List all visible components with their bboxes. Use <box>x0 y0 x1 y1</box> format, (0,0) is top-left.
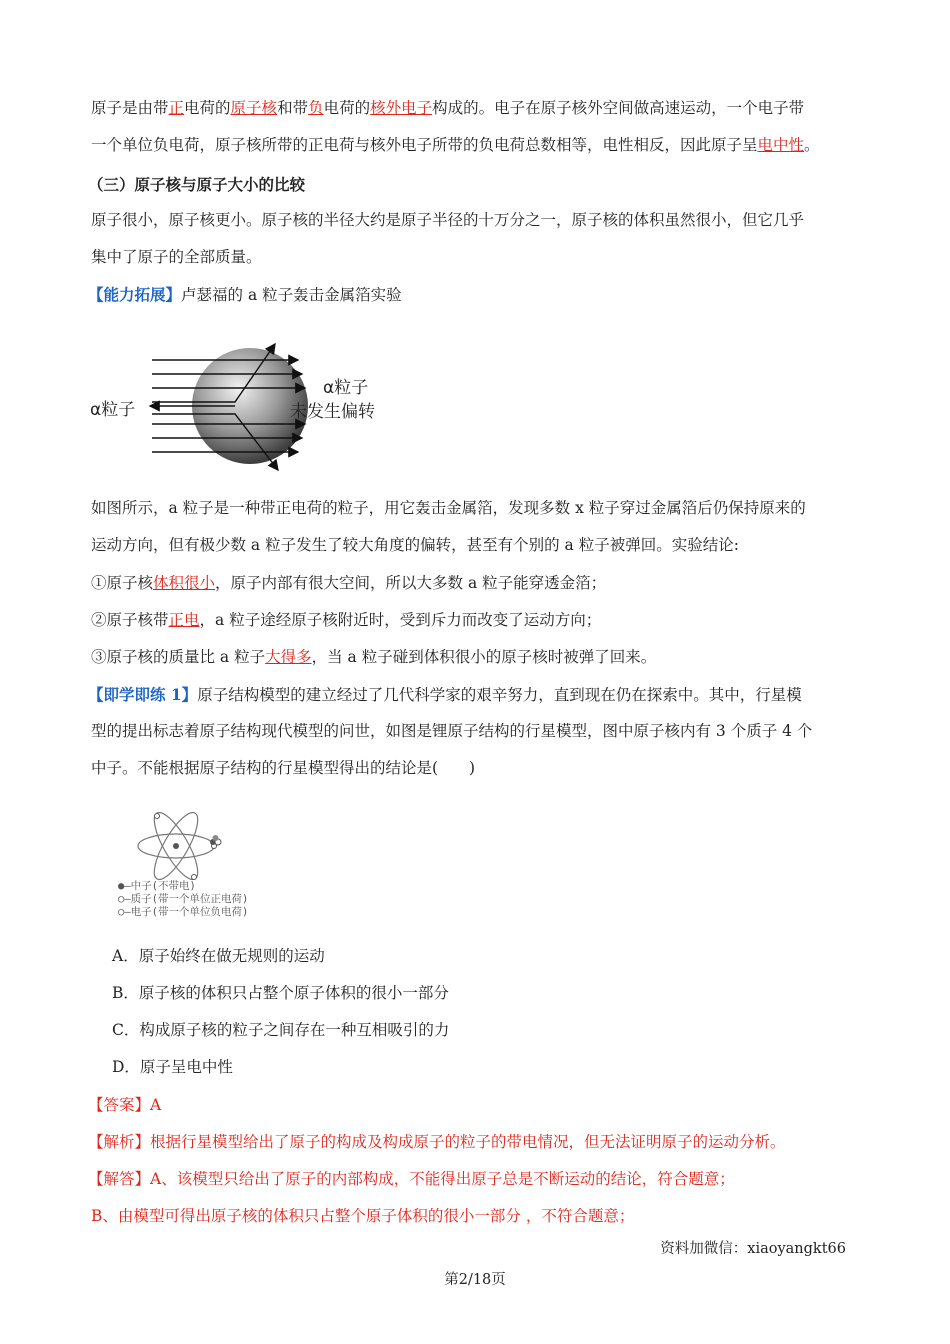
para1-line2: 一个单位负电荷，原子核所带的正电荷与核外电子所带的负电荷总数相等，电性相反，因此原子呈电中性。 <box>91 136 820 154</box>
option-a: A．原子始终在做无规则的运动 <box>112 947 325 965</box>
alpha-particle-label-left: α粒子 <box>90 400 136 420</box>
legend-proton: ○—质子(带一个单位正电荷) <box>118 893 249 905</box>
para3-line1: 如图所示，a 粒子是一种带正电荷的粒子，用它轰击金属箔，发现多数 x 粒子穿过金属箔后仍保持原来的 <box>91 499 806 517</box>
analysis-line: 【解析】根据行星模型给出了原子的构成及构成原子的粒子的带电情况，但无法证明原子的运动分析。 <box>88 1133 786 1151</box>
lithium-atom-model <box>130 812 240 882</box>
footer-wechat: 资料加微信：xiaoyangkt66 <box>660 1241 846 1257</box>
conclusion-1: ①原子核体积很小，原子内部有很大空间，所以大多数 a 粒子能穿透金箔； <box>91 574 607 592</box>
solution-line1: 【解答】A、该模型只给出了原子的内部构成，不能得出原子总是不断运动的结论，符合题意； <box>88 1170 735 1188</box>
not-deflected-label: 未发生偏转 <box>290 402 375 422</box>
exercise-line1: 【即学即练 1】原子结构模型的建立经过了几代科学家的艰辛努力，直到现在仍在探索中。其中，行星模 <box>88 685 802 704</box>
option-d: D．原子呈电中性 <box>112 1058 233 1076</box>
solution-line2: B、由模型可得出原子核的体积只占整个原子体积的很小一部分 ，不符合题意； <box>91 1207 635 1225</box>
legend-electron: ○—电子(带一个单位负电荷) <box>118 906 249 918</box>
section-title: （三）原子核与原子大小的比较 <box>88 175 306 194</box>
para2-line2: 集中了原子的全部质量。 <box>91 248 262 266</box>
option-c: C．构成原子核的粒子之间存在一种互相吸引的力 <box>112 1021 450 1039</box>
alpha-particle-label-right: α粒子 <box>323 378 369 398</box>
answer-line: 【答案】A <box>88 1096 162 1114</box>
nucleus-detail-icon <box>210 835 221 845</box>
legend-neutron: ●—中子(不带电) <box>118 880 196 892</box>
ability-heading: 【能力拓展】卢瑟福的 a 粒子轰击金属箔实验 <box>88 285 402 304</box>
para2-line1: 原子很小，原子核更小。原子核的半径大约是原子半径的十万分之一，原子核的体积虽然很小，但它几乎 <box>91 211 805 229</box>
para3-line2: 运动方向，但有极少数 a 粒子发生了较大角度的偏转，甚至有个别的 a 粒子被弹回。实验结论: <box>91 536 739 554</box>
page-number: 第2/18页 <box>444 1272 506 1288</box>
exercise-line3: 中子。不能根据原子结构的行星模型得出的结论是( ) <box>91 759 476 777</box>
option-b: B．原子核的体积只占整个原子体积的很小一部分 <box>112 984 449 1002</box>
conclusion-3: ③原子核的质量比 a 粒子大得多，当 a 粒子碰到体积很小的原子核时被弹了回来。 <box>91 648 657 666</box>
para1-line1: 原子是由带正电荷的原子核和带负电荷的核外电子构成的。电子在原子核外空间做高速运动，一个电子带 <box>91 99 805 117</box>
exercise-line2: 型的提出标志着原子结构现代模型的问世，如图是锂原子结构的行星模型，图中原子核内有 3 个质子 4 个 <box>91 722 813 740</box>
conclusion-2: ②原子核带正电，a 粒子途经原子核附近时，受到斥力而改变了运动方向； <box>91 611 602 629</box>
atom-model-legend <box>118 880 248 919</box>
